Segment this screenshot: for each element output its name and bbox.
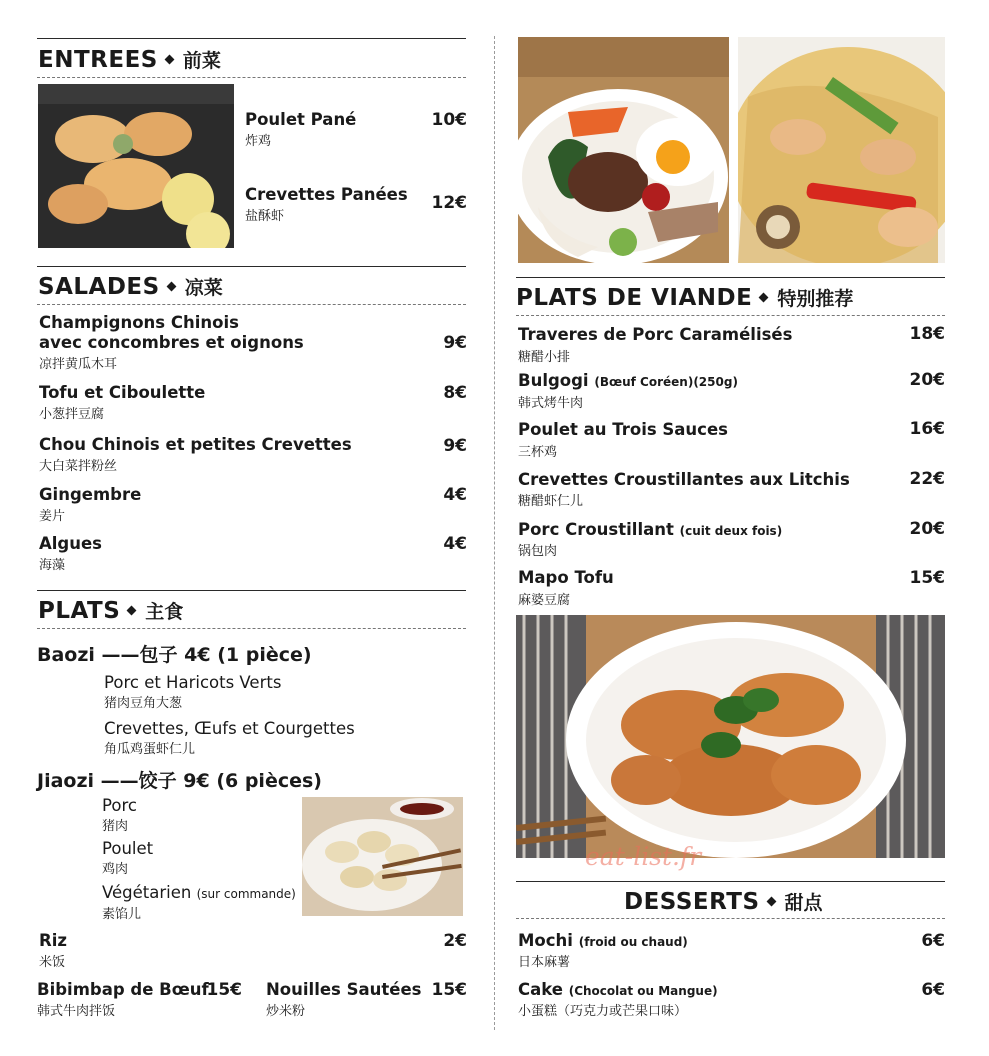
item-price: 12€ [431, 193, 467, 213]
item-price: 15€ [206, 980, 242, 1000]
fried-chicken-photo [38, 84, 234, 248]
item-zh: 炒米粉 [266, 1004, 306, 1019]
sub-item-zh: 角瓜鸡蛋虾仁儿 [104, 742, 196, 757]
item-price: 6€ [921, 931, 945, 951]
item-name: Gingembre [39, 485, 142, 504]
item-zh: 海藻 [39, 558, 66, 573]
item-zh: 米饭 [39, 955, 66, 970]
item-price: 4€ [443, 534, 467, 554]
item-note: (Bœuf Coréen)(250g) [594, 375, 738, 389]
sub-item-label: Végétarien [102, 883, 192, 902]
salades-title-zh: 凉菜 [184, 277, 223, 299]
item-name [518, 371, 738, 390]
salades-title: SALADES [38, 273, 160, 300]
item-name [518, 931, 688, 950]
item-price: 2€ [443, 931, 467, 951]
item-label: Mapo Tofu [518, 568, 614, 587]
item-name: Champignons Chinois [39, 313, 239, 332]
noodles-photo [738, 37, 945, 263]
salades-top-rule [37, 266, 466, 267]
item-note: (froid ou chaud) [578, 935, 688, 949]
entrees-top-rule [37, 38, 466, 39]
item-zh: 糖醋虾仁儿 [518, 494, 584, 509]
item-zh: 姜片 [39, 509, 66, 524]
sub-item-zh: 猪肉 [102, 819, 129, 834]
item-name [518, 568, 614, 587]
desserts-header [624, 888, 823, 915]
item-zh: 炸鸡 [245, 134, 272, 149]
entrees-title-zh: 前菜 [182, 50, 221, 72]
baozi-title: Baozi ——包子 4€ (1 pièce) [37, 644, 312, 666]
item-zh: 小葱拌豆腐 [39, 407, 105, 422]
sub-item-zh: 鸡肉 [102, 862, 129, 877]
item-label: Porc Croustillant [518, 520, 674, 539]
plats-title-zh: 主食 [145, 601, 184, 623]
desserts-title-zh: 甜点 [784, 892, 823, 914]
item-label: Traveres de Porc Caramélisés [518, 325, 793, 344]
plats-title: PLATS [38, 597, 121, 624]
viande-header [516, 284, 853, 311]
diamond-icon [766, 897, 776, 907]
item-zh: 三杯鸡 [518, 445, 558, 460]
entrees-header [38, 46, 221, 73]
item-name [518, 470, 850, 489]
item-label: Poulet au Trois Sauces [518, 420, 728, 439]
dumplings-photo [302, 797, 463, 916]
item-name: Chou Chinois et petites Crevettes [39, 435, 352, 454]
diamond-icon [164, 55, 174, 65]
item-zh: 锅包肉 [518, 544, 558, 559]
item-zh: 小蛋糕（巧克力或芒果口味） [518, 1004, 688, 1019]
item-name: avec concombres et oignons [39, 333, 304, 352]
item-name: Riz [39, 931, 67, 950]
item-label: Mochi [518, 931, 573, 950]
item-zh: 糖醋小排 [518, 350, 571, 365]
item-name: Nouilles Sautées [266, 980, 422, 999]
desserts-top-rule [516, 881, 945, 882]
sub-item-zh: 猪肉豆角大葱 [104, 696, 183, 711]
item-name: Tofu et Ciboulette [39, 383, 206, 402]
column-divider [494, 36, 495, 1030]
plats-header [38, 597, 183, 624]
viande-title-zh: 特别推荐 [777, 288, 854, 310]
crispy-pork-photo [516, 615, 945, 858]
sub-item-name: Crevettes, Œufs et Courgettes [104, 719, 355, 738]
item-price: 22€ [909, 469, 945, 489]
salades-dash-rule [37, 304, 466, 305]
item-price: 20€ [909, 370, 945, 390]
item-price: 9€ [443, 333, 467, 353]
sub-item-name: Porc et Haricots Verts [104, 673, 282, 692]
plats-top-rule [37, 590, 466, 591]
entrees-title: ENTREES [38, 46, 158, 73]
diamond-icon [166, 282, 176, 292]
item-note: (Chocolat ou Mangue) [568, 984, 718, 998]
item-name: Bibimbap de Bœuf [37, 980, 209, 999]
item-price: 15€ [909, 568, 945, 588]
item-zh: 盐酥虾 [245, 209, 285, 224]
item-zh: 凉拌黄瓜木耳 [39, 357, 118, 372]
item-price: 15€ [431, 980, 467, 1000]
watermark: eat-list.fr [585, 842, 702, 871]
item-name [518, 980, 718, 999]
diamond-icon [127, 606, 137, 616]
sub-item-zh: 素馅儿 [102, 907, 142, 922]
desserts-title: DESSERTS [624, 888, 760, 915]
diamond-icon [759, 293, 769, 303]
item-name [518, 325, 792, 344]
item-zh: 韩式烤牛肉 [518, 396, 584, 411]
viande-dash-rule [516, 315, 945, 316]
bibimbap-photo [518, 37, 729, 263]
item-note: (cuit deux fois) [679, 524, 783, 538]
item-price: 18€ [909, 324, 945, 344]
item-price: 9€ [443, 436, 467, 456]
item-label: Crevettes Croustillantes aux Litchis [518, 470, 850, 489]
viande-top-rule [516, 277, 945, 278]
plats-dash-rule [37, 628, 466, 629]
item-zh: 麻婆豆腐 [518, 593, 571, 608]
entrees-dash-rule [37, 77, 466, 78]
viande-title: PLATS DE VIANDE [516, 284, 753, 311]
item-price: 4€ [443, 485, 467, 505]
sub-item-name [102, 883, 296, 902]
sub-item-name: Poulet [102, 839, 154, 858]
item-name [518, 420, 728, 439]
item-name: Algues [39, 534, 102, 553]
sub-item-name: Porc [102, 796, 137, 815]
item-label: Bulgogi [518, 371, 589, 390]
desserts-dash-rule [516, 918, 945, 919]
item-label: Cake [518, 980, 563, 999]
item-name: Crevettes Panées [245, 185, 408, 204]
item-price: 6€ [921, 980, 945, 1000]
item-name [518, 520, 782, 539]
item-price: 20€ [909, 519, 945, 539]
salades-header [38, 273, 223, 300]
item-zh: 大白菜拌粉丝 [39, 459, 118, 474]
item-price: 8€ [443, 383, 467, 403]
item-price: 16€ [909, 419, 945, 439]
item-name: Poulet Pané [245, 110, 357, 129]
item-zh: 日本麻薯 [518, 955, 571, 970]
item-zh: 韩式牛肉拌饭 [37, 1004, 116, 1019]
jiaozi-title: Jiaozi ——饺子 9€ (6 pièces) [37, 770, 322, 792]
item-price: 10€ [431, 110, 467, 130]
sub-item-note: (sur commande) [196, 887, 296, 901]
